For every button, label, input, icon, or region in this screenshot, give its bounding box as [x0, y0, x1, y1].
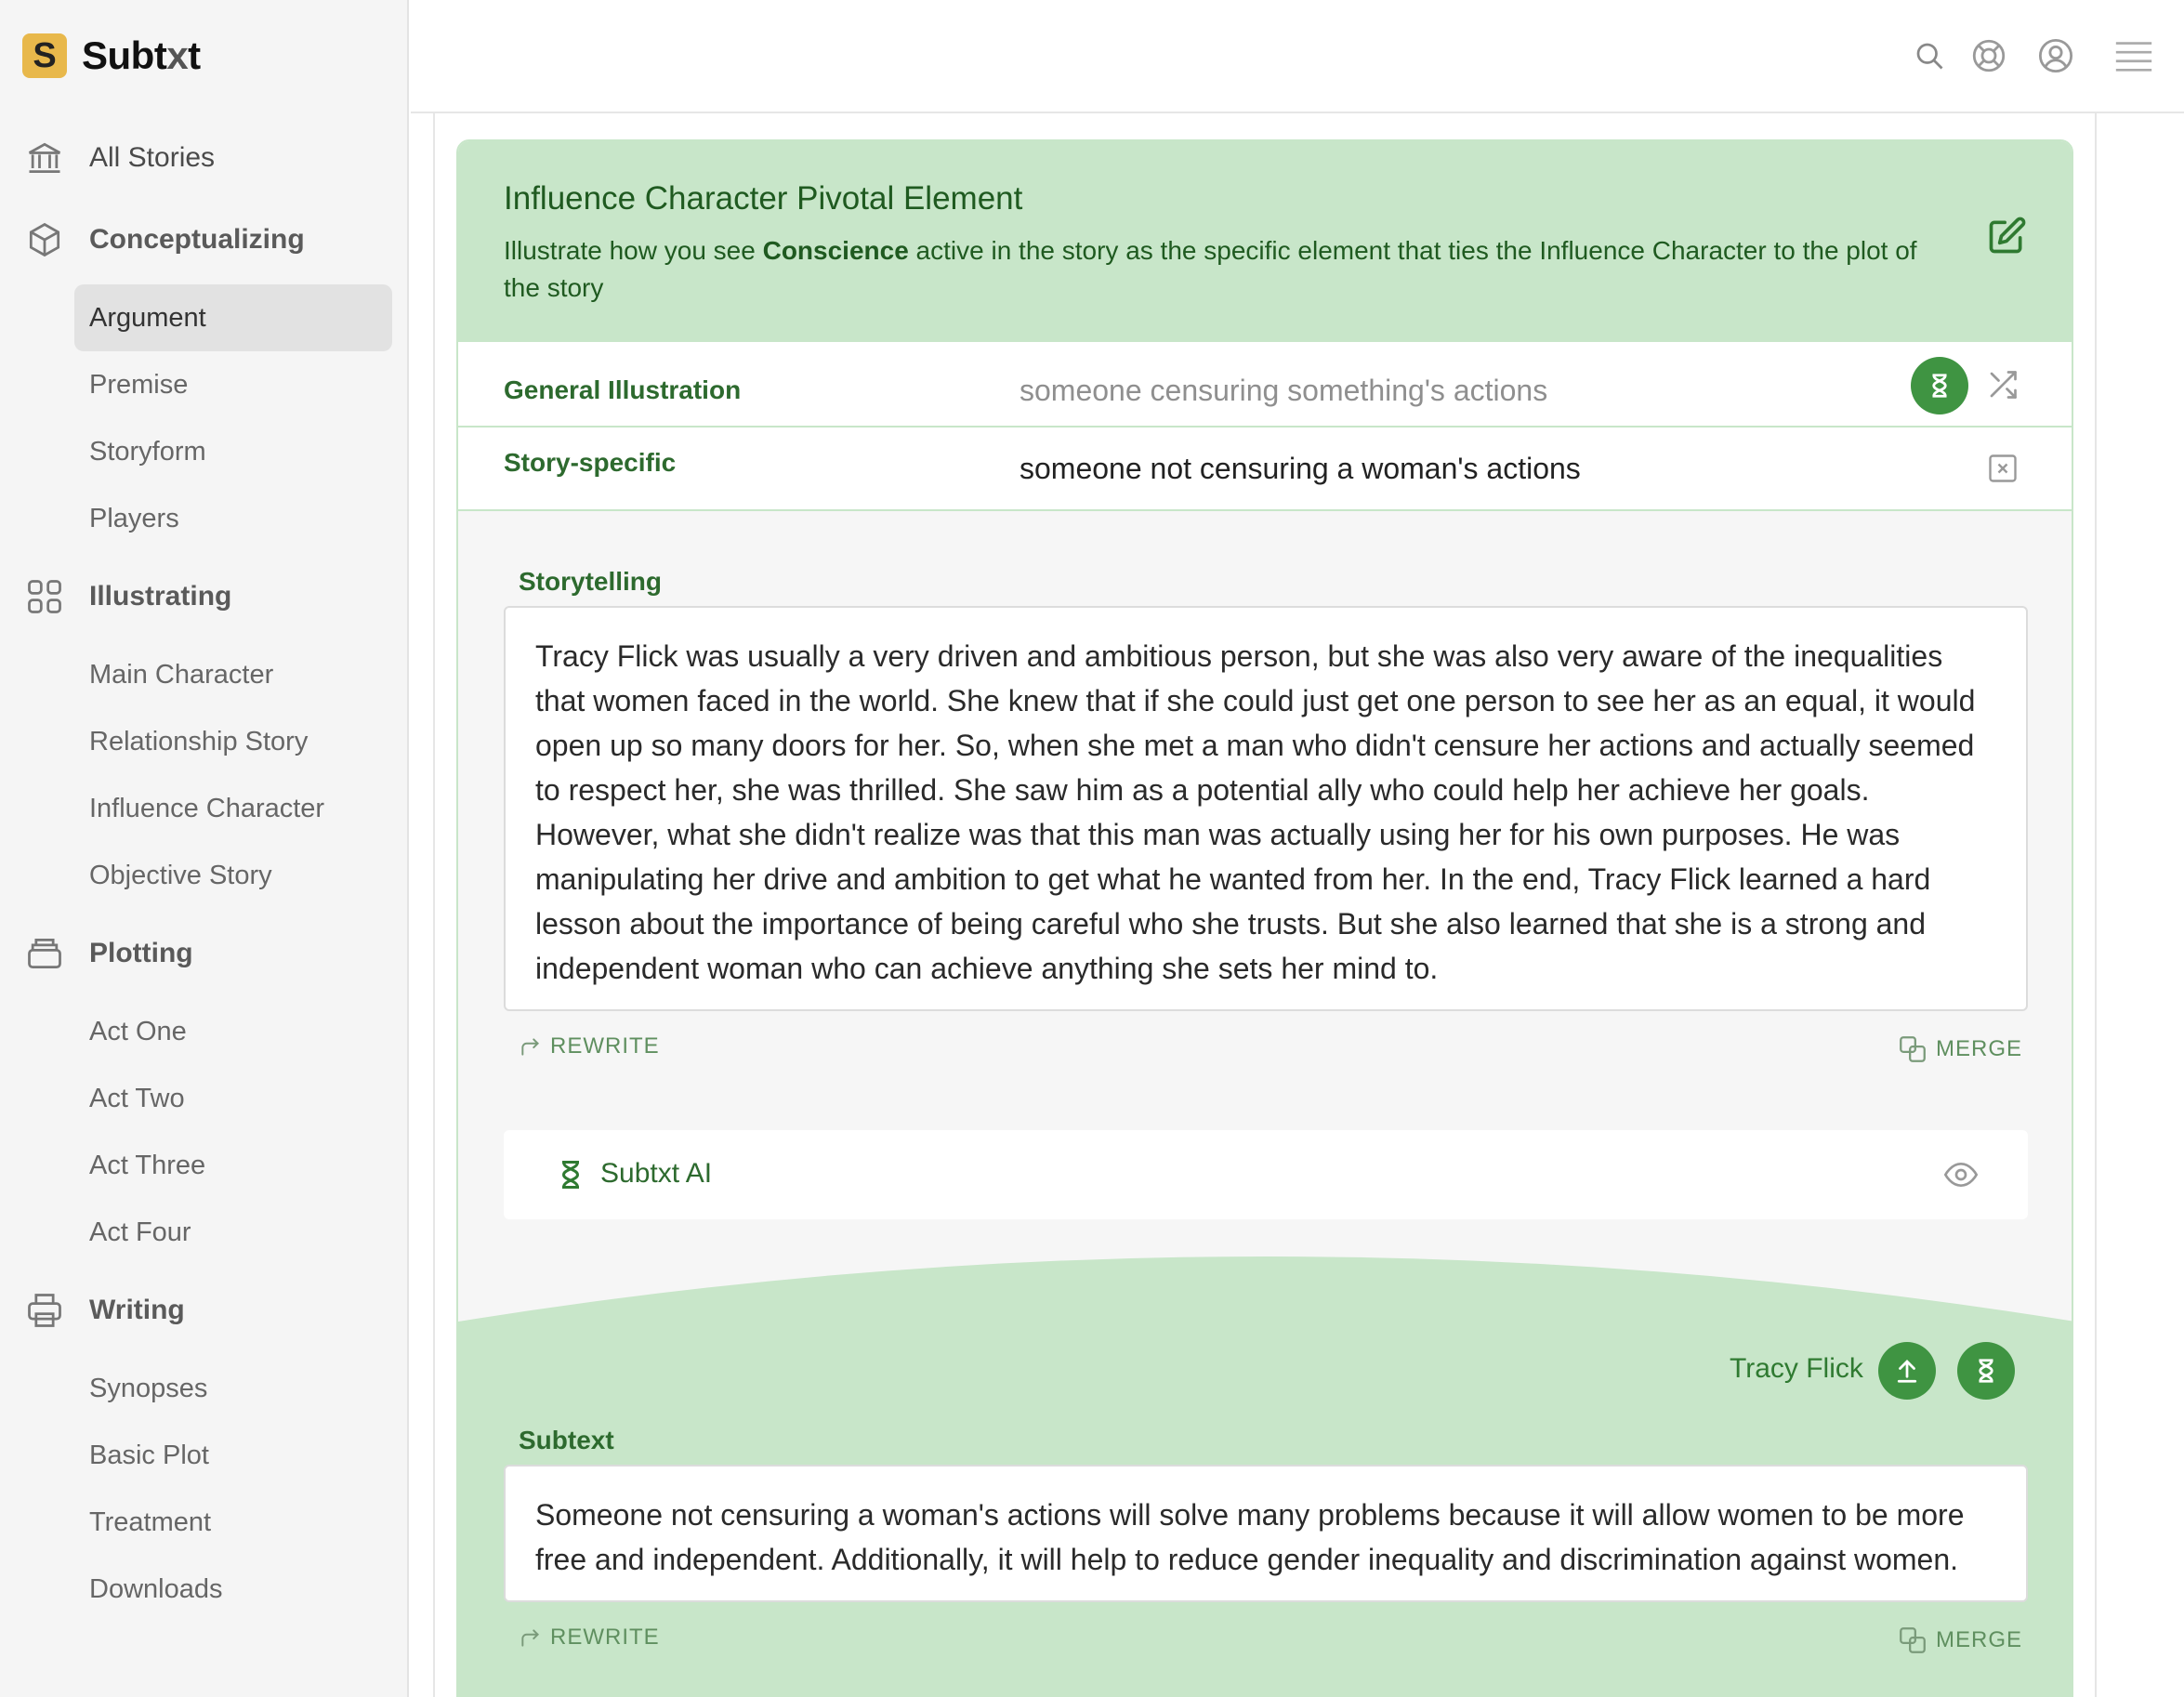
- nav-plotting[interactable]: Plotting: [22, 927, 193, 980]
- nav-main-character[interactable]: Main Character: [89, 659, 274, 690]
- nav-influence-character[interactable]: Influence Character: [89, 793, 325, 823]
- nav-basic-plot[interactable]: Basic Plot: [89, 1440, 209, 1470]
- nav-objective-story[interactable]: Objective Story: [89, 860, 272, 890]
- edit-icon[interactable]: [1986, 216, 2031, 260]
- story-specific-label: Story-specific: [504, 448, 677, 477]
- clear-icon[interactable]: [1986, 452, 2020, 490]
- hourglass-button[interactable]: [1911, 357, 1968, 414]
- card-description: Illustrate how you see Conscience active in the story as the specific element that ties the Influence Character to the plot of the story: [504, 236, 1917, 302]
- subtext-hourglass-button[interactable]: [1957, 1342, 2015, 1400]
- search-icon[interactable]: [1907, 33, 1952, 78]
- story-specific-input[interactable]: someone not censuring a woman's actions: [1020, 452, 1581, 485]
- upload-button[interactable]: [1878, 1342, 1936, 1400]
- nav-illustrating[interactable]: Illustrating: [22, 571, 231, 623]
- nav-downloads[interactable]: Downloads: [89, 1573, 223, 1604]
- nav-storyform[interactable]: Storyform: [89, 436, 206, 467]
- nav-all-stories[interactable]: All Stories: [22, 132, 215, 184]
- account-icon[interactable]: [2033, 33, 2078, 78]
- nav-writing[interactable]: Writing: [22, 1284, 185, 1336]
- nav-act-one[interactable]: Act One: [89, 1016, 187, 1046]
- logo-mark-icon: S: [22, 33, 67, 78]
- app-name: Subtxt: [82, 33, 201, 77]
- subtext-character-name[interactable]: Tracy Flick: [1730, 1353, 1863, 1384]
- cube-icon: [22, 217, 67, 262]
- merge-icon: [1897, 1033, 1928, 1065]
- story-specific-row: [458, 428, 2073, 511]
- storytelling-merge-button[interactable]: MERGE: [1897, 1033, 2022, 1065]
- help-lifebuoy-icon[interactable]: [1967, 33, 2011, 78]
- subtext-merge-button[interactable]: MERGE: [1897, 1625, 2022, 1656]
- divider: [2095, 113, 2097, 1697]
- subtext-textarea[interactable]: Someone not censuring a woman's actions will solve many problems because it will allow women to be more free and independent. Additionally, it will help to reduce gender inequality and discrimination against women.: [504, 1465, 2028, 1602]
- nav-conceptualizing[interactable]: Conceptualizing: [22, 214, 305, 266]
- sidebar: [0, 0, 409, 1697]
- nav-argument[interactable]: Argument: [74, 284, 392, 351]
- card-header: [458, 141, 2073, 342]
- nav-premise[interactable]: Premise: [89, 369, 189, 400]
- bank-icon: [22, 136, 67, 180]
- nav-act-four[interactable]: Act Four: [89, 1217, 191, 1247]
- grid-icon: [22, 574, 67, 619]
- nav-act-three[interactable]: Act Three: [89, 1150, 206, 1180]
- main-content: [411, 113, 2184, 1697]
- rewrite-icon: [519, 1034, 543, 1059]
- storytelling-rewrite-button[interactable]: REWRITE: [519, 1033, 660, 1059]
- subtext-label: Subtext: [519, 1426, 614, 1454]
- subtxt-ai-label: Subtxt AI: [600, 1158, 713, 1189]
- app-logo[interactable]: [22, 33, 201, 78]
- general-illustration-label: General Illustration: [504, 375, 742, 404]
- pivotal-element-card: [456, 139, 2073, 1697]
- menu-icon[interactable]: [2112, 33, 2156, 78]
- printer-icon: [22, 1288, 67, 1333]
- subtext-rewrite-button[interactable]: REWRITE: [519, 1625, 660, 1651]
- subtxt-ai-bar[interactable]: [504, 1130, 2028, 1219]
- top-bar: [411, 0, 2184, 113]
- merge-icon: [1897, 1625, 1928, 1656]
- hourglass-icon: [554, 1156, 587, 1198]
- general-illustration-value: someone censuring something's actions: [1020, 374, 1548, 407]
- general-illustration-row: [458, 342, 2073, 428]
- nav-players[interactable]: Players: [89, 503, 179, 533]
- card-title: Influence Character Pivotal Element: [504, 180, 1023, 217]
- nav-act-two[interactable]: Act Two: [89, 1083, 185, 1113]
- nav-treatment[interactable]: Treatment: [89, 1506, 212, 1537]
- eye-icon[interactable]: [1942, 1156, 1980, 1198]
- nav-relationship-story[interactable]: Relationship Story: [89, 726, 309, 756]
- storytelling-textarea[interactable]: Tracy Flick was usually a very driven and ambitious person, but she was also very aware of the inequalities that women faced in the world. She knew that if she could just get one person to see her as an equal, it would open up so many doors for her. So, when she met a man who didn't censure her actions and actually seemed to respect her, she was thrilled. She saw him as a potential ally who could help her achieve her goals. However, what she didn't realize was that this man was actually using her for his own purposes. He was manipulating her drive and ambition to get what he wanted from her. In the end, Tracy Flick learned a hard lesson about the importance of being careful who she trusts. But she also learned that she is a strong and independent woman who can achieve anything she sets her mind to.: [504, 606, 2028, 1011]
- rewrite-icon: [519, 1625, 543, 1650]
- nav-synopses[interactable]: Synopses: [89, 1373, 208, 1403]
- shuffle-icon[interactable]: [1986, 368, 2020, 406]
- divider: [433, 113, 435, 1697]
- storytelling-label: Storytelling: [519, 567, 663, 596]
- layers-icon: [22, 931, 67, 976]
